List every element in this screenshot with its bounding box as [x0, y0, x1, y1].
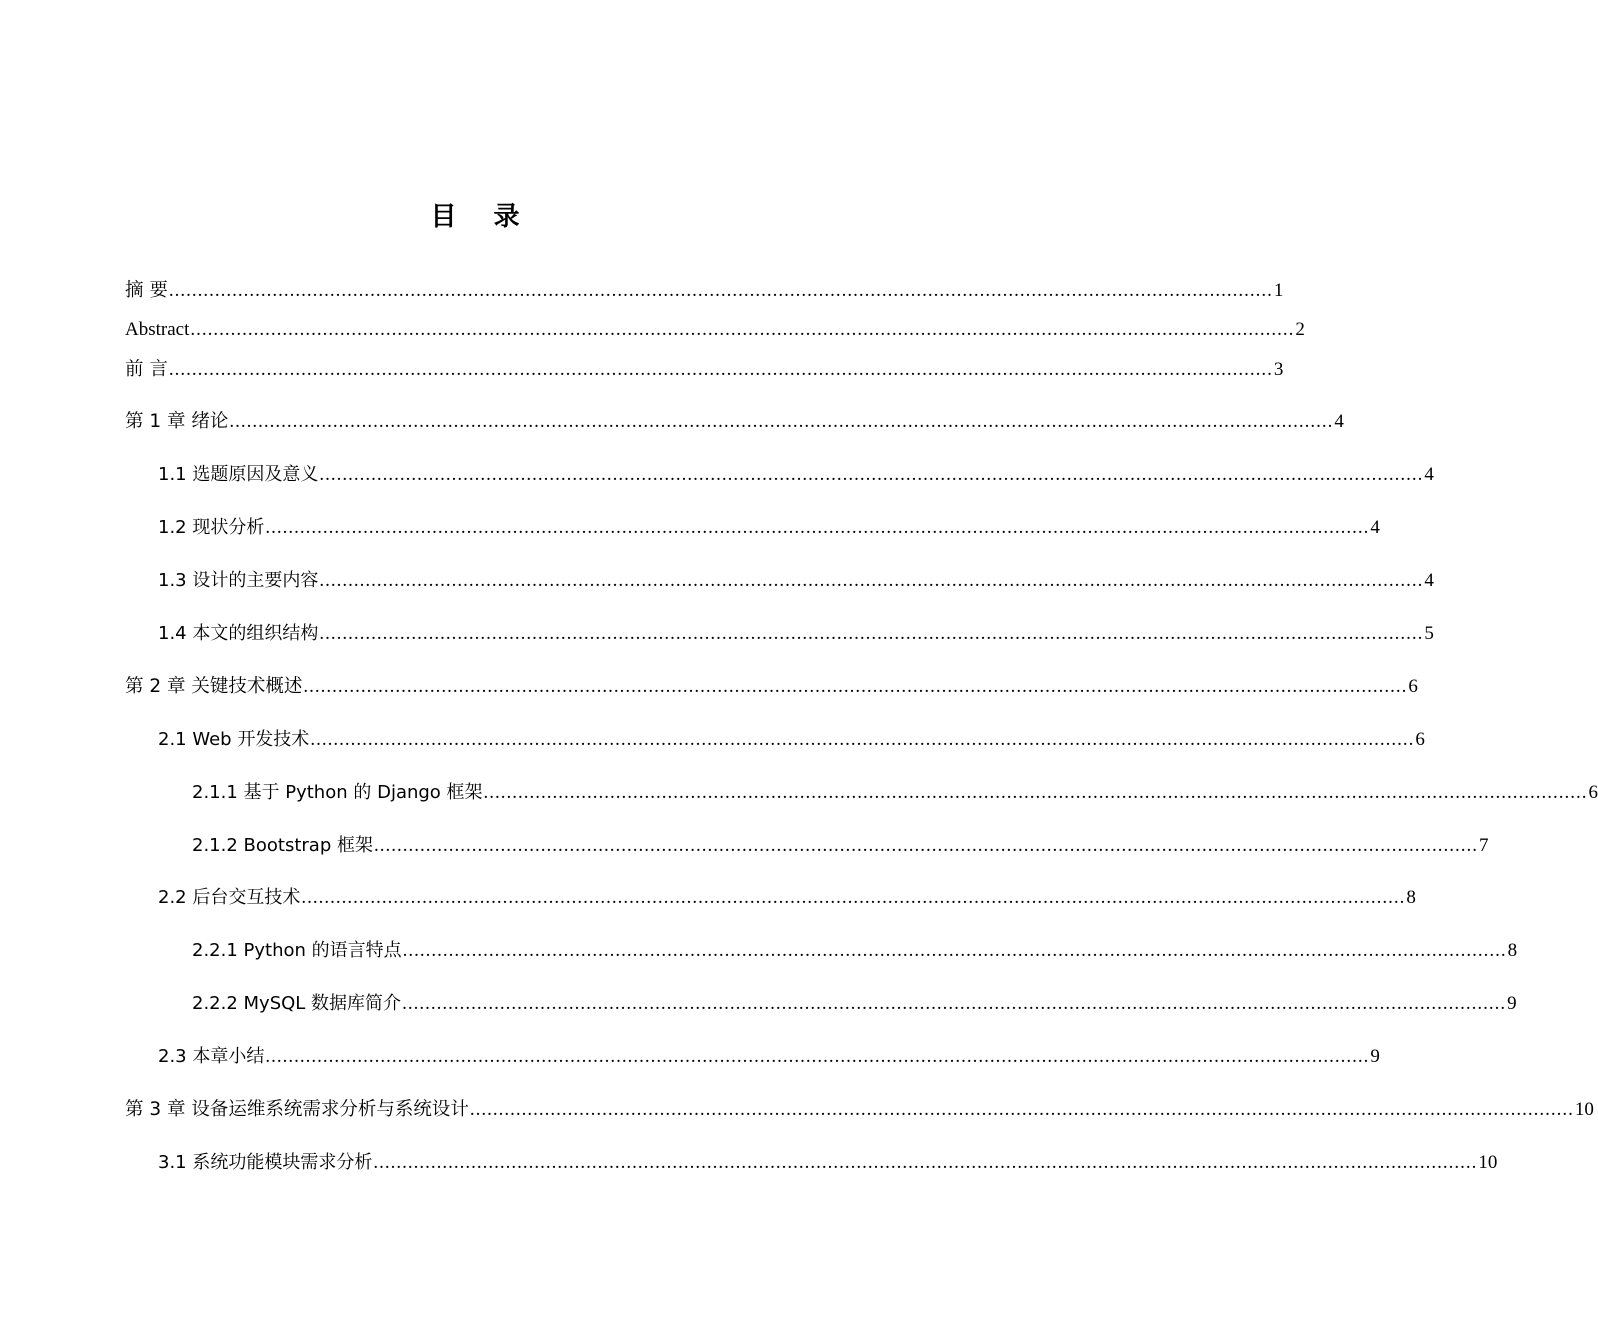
toc-leader: ................................................................................................................................................................................................ — [168, 359, 1273, 380]
toc-leader: ................................................................................................................................................................................................ — [469, 1099, 1574, 1120]
toc-page-number: 4 — [1370, 517, 1380, 538]
toc-entry-section-2-2-1[interactable] — [192, 938, 1518, 964]
toc-page-number: 8 — [1507, 940, 1518, 961]
toc-entry-abstract-en[interactable] — [125, 317, 1305, 343]
toc-entry-section-1-1[interactable] — [158, 462, 1434, 488]
toc-leader: ................................................................................................................................................................................................ — [319, 570, 1424, 591]
toc-entry-label: 2.1.1 基于 Python 的 Django 框架 — [192, 782, 483, 803]
toc-title: 目 录 — [430, 202, 534, 232]
toc-entry-section-1-2[interactable] — [158, 515, 1380, 541]
toc-page-number: 9 — [1507, 993, 1517, 1014]
toc-entry-label: 第 1 章 绪论 — [125, 411, 229, 432]
toc-leader: ................................................................................................................................................................................................ — [373, 835, 1478, 856]
toc-leader: ................................................................................................................................................................................................ — [190, 319, 1295, 340]
toc-leader: ................................................................................................................................................................................................ — [319, 464, 1424, 485]
toc-leader: ................................................................................................................................................................................................ — [402, 940, 1507, 961]
toc-page-number: 4 — [1424, 464, 1434, 485]
toc-page-number: 6 — [1588, 782, 1598, 803]
toc-page-number: 10 — [1478, 1152, 1498, 1173]
toc-entry-section-2-2[interactable] — [158, 885, 1416, 911]
toc-entry-label: 第 3 章 设备运维系统需求分析与系统设计 — [125, 1099, 469, 1120]
toc-entry-chapter-1[interactable] — [125, 409, 1344, 435]
toc-page-number: 6 — [1408, 676, 1418, 697]
toc-entry-label: 摘 要 — [125, 280, 168, 301]
toc-entry-section-2-1-1[interactable] — [192, 780, 1598, 806]
toc-page-number: 7 — [1478, 835, 1489, 856]
toc-page-number: 10 — [1574, 1099, 1594, 1120]
toc-page-number: 2 — [1295, 319, 1305, 340]
toc-entry-chapter-3[interactable] — [125, 1097, 1594, 1123]
toc-leader: ................................................................................................................................................................................................ — [303, 676, 1408, 697]
toc-leader: ................................................................................................................................................................................................ — [265, 1046, 1370, 1067]
toc-entry-preface[interactable] — [125, 357, 1284, 383]
toc-entry-label: Abstract — [125, 319, 190, 340]
toc-leader: ................................................................................................................................................................................................ — [483, 782, 1588, 803]
toc-page-number: 8 — [1406, 887, 1416, 908]
toc-entry-chapter-2[interactable] — [125, 674, 1418, 700]
toc-leader: ................................................................................................................................................................................................ — [301, 887, 1406, 908]
toc-page-number: 1 — [1273, 280, 1284, 301]
toc-leader: ................................................................................................................................................................................................ — [402, 993, 1507, 1014]
toc-leader: ................................................................................................................................................................................................ — [265, 517, 1370, 538]
toc-entry-label: 2.3 本章小结 — [158, 1046, 265, 1067]
toc-entry-section-2-3[interactable] — [158, 1044, 1380, 1070]
toc-entry-section-1-4[interactable] — [158, 621, 1434, 647]
toc-entry-section-2-1[interactable] — [158, 727, 1425, 753]
toc-entry-label: 2.2.1 Python 的语言特点 — [192, 940, 402, 961]
toc-leader: ................................................................................................................................................................................................ — [229, 411, 1334, 432]
toc-entry-label: 2.1.2 Bootstrap 框架 — [192, 835, 373, 856]
toc-page-number: 6 — [1415, 729, 1425, 750]
toc-page-number: 3 — [1273, 359, 1284, 380]
toc-leader: ................................................................................................................................................................................................ — [310, 729, 1415, 750]
toc-page-number: 4 — [1424, 570, 1434, 591]
toc-entry-label: 前 言 — [125, 359, 168, 380]
toc-leader: ................................................................................................................................................................................................ — [319, 623, 1424, 644]
toc-entry-label: 3.1 系统功能模块需求分析 — [158, 1152, 373, 1173]
toc-entry-section-3-1[interactable] — [158, 1150, 1498, 1176]
toc-entry-label: 第 2 章 关键技术概述 — [125, 676, 303, 697]
toc-entry-label: 2.1 Web 开发技术 — [158, 729, 310, 750]
toc-entry-section-2-2-2[interactable] — [192, 991, 1517, 1017]
toc-entry-label: 1.1 选题原因及意义 — [158, 464, 319, 485]
toc-page-number: 5 — [1424, 623, 1434, 644]
toc-leader: ................................................................................................................................................................................................ — [373, 1152, 1478, 1173]
toc-page-number: 4 — [1334, 411, 1344, 432]
toc-entry-abstract-cn[interactable] — [125, 278, 1284, 304]
toc-entry-label: 2.2 后台交互技术 — [158, 887, 301, 908]
toc-leader: ................................................................................................................................................................................................ — [168, 280, 1273, 301]
toc-entry-section-2-1-2[interactable] — [192, 833, 1489, 859]
toc-entry-label: 1.2 现状分析 — [158, 517, 265, 538]
toc-entry-label: 1.3 设计的主要内容 — [158, 570, 319, 591]
toc-entry-label: 2.2.2 MySQL 数据库简介 — [192, 993, 402, 1014]
toc-entry-label: 1.4 本文的组织结构 — [158, 623, 319, 644]
toc-page-number: 9 — [1370, 1046, 1380, 1067]
toc-entry-section-1-3[interactable] — [158, 568, 1434, 594]
